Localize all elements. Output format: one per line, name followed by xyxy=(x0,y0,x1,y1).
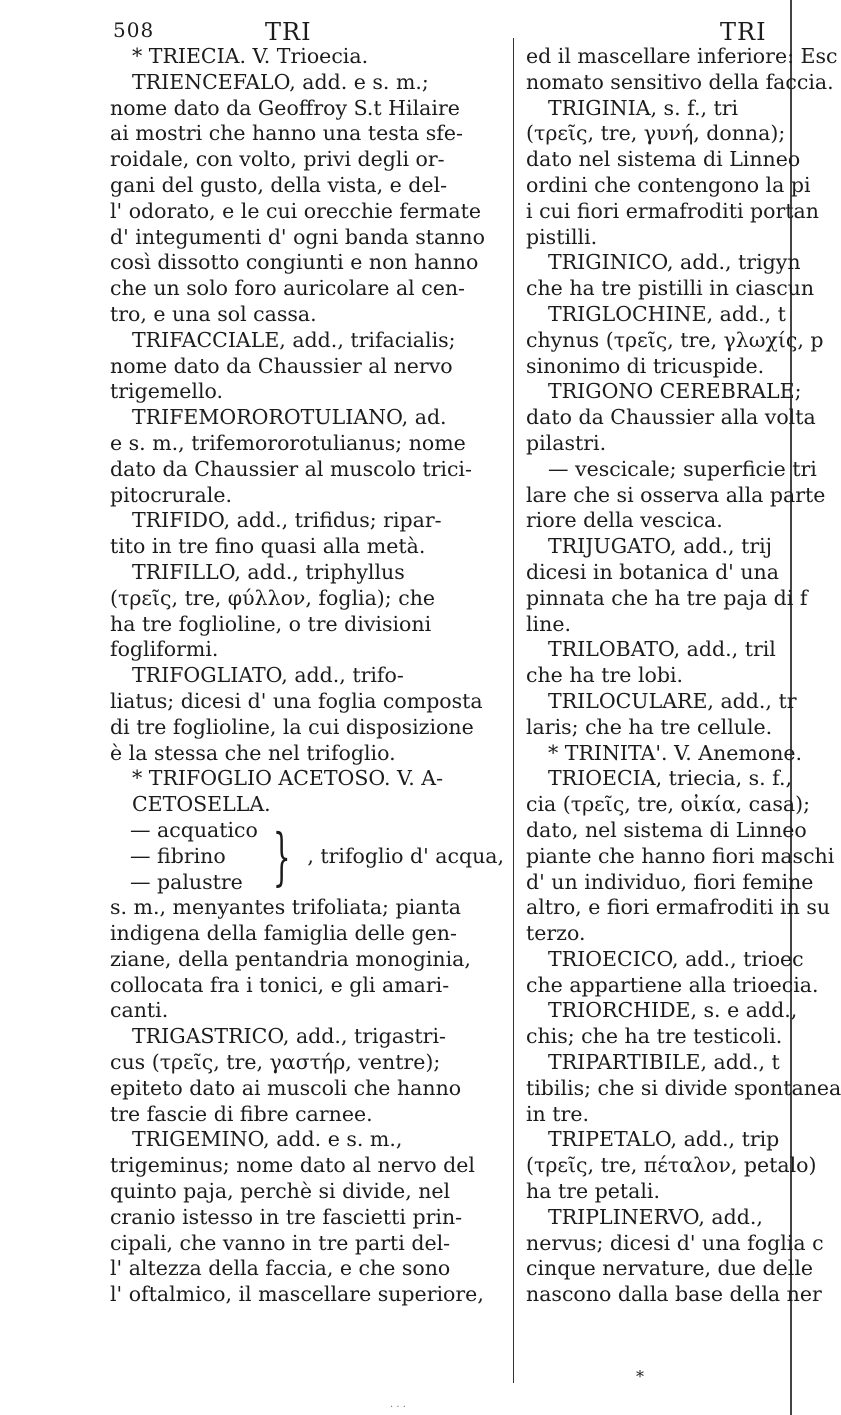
text-line: pinnata che ha tre paja di f xyxy=(526,585,808,610)
text-line: nascono dalla base della ner xyxy=(526,1282,822,1307)
text-line: TRIFEMOROROTULIANO, ad. xyxy=(132,405,447,430)
text-line: l' odorato, e le cui orecchie fermate xyxy=(110,198,481,223)
text-line: roidale, con volto, privi degli or- xyxy=(110,147,445,172)
text-line: TRILOCULARE, add., tr xyxy=(548,688,797,713)
text-line: TRIGLOCHINE, add., t xyxy=(548,301,786,326)
text-line: in tre. xyxy=(526,1101,589,1126)
text-line: quinto paja, perchè si divide, nel xyxy=(110,1179,451,1204)
text-line: collocata fra i tonici, e gli amari- xyxy=(110,972,450,997)
footer-dots: · · · xyxy=(390,1402,406,1413)
text-line: nervus; dicesi d' una foglia c xyxy=(526,1230,824,1255)
text-line: nome dato da Chaussier al nervo xyxy=(110,353,453,378)
text-line: * TRIFOGLIO ACETOSO. V. A- xyxy=(132,766,444,791)
text-line: line. xyxy=(526,611,571,636)
text-line: che un solo foro auricolare al cen- xyxy=(110,276,465,301)
text-line: TRIORCHIDE, s. e add., xyxy=(548,998,798,1023)
text-line: tibilis; che si divide spontanea xyxy=(526,1075,841,1100)
text-line: — vescicale; superficie tri xyxy=(548,456,817,481)
text-line: chis; che ha tre testicoli. xyxy=(526,1024,783,1049)
text-line: * TRIECIA. V. Trioecia. xyxy=(132,44,369,68)
text-line: TRIFOGLIATO, add., trifo- xyxy=(132,663,404,688)
text-line: pistilli. xyxy=(526,224,598,249)
text-line: nomato sensitivo della faccia. xyxy=(526,69,834,94)
text-line: TRIOECIA, triecia, s. f., xyxy=(548,766,793,791)
text-line: tito in tre fino quasi alla metà. xyxy=(110,534,426,559)
text-line: trigeminus; nome dato al nervo del xyxy=(110,1153,475,1178)
text-line: indigena della famiglia delle gen- xyxy=(110,921,457,946)
left-column xyxy=(110,44,510,1308)
running-head-left: TRI xyxy=(265,18,312,46)
brace-item: — fibrino xyxy=(130,843,226,868)
text-line: che ha tre lobi. xyxy=(526,663,684,688)
running-head-right: TRI xyxy=(720,18,767,46)
text-line: nome dato da Geoffroy S.t Hilaire xyxy=(110,95,460,120)
text-line: ai mostri che hanno una testa sfe- xyxy=(110,121,463,146)
text-line: lare che si osserva alla parte xyxy=(526,482,826,507)
brace-group xyxy=(110,818,510,895)
text-line: terzo. xyxy=(526,921,586,946)
text-line: l' altezza della faccia, e che sono xyxy=(110,1256,451,1281)
text-line: pilastri. xyxy=(526,430,607,455)
text-line: dato, nel sistema di Linneo xyxy=(526,817,807,842)
text-line: ha tre foglioline, o tre divisioni xyxy=(110,611,432,636)
text-line: tro, e una sol cassa. xyxy=(110,301,317,326)
page-number: 508 xyxy=(113,18,155,42)
text-line: cus (τρεῖς, tre, γαστήρ, ventre); xyxy=(110,1050,441,1075)
text-line: i cui fiori ermafroditi portan xyxy=(526,198,819,223)
right-column xyxy=(526,44,841,1308)
text-line: TRILOBATO, add., tril xyxy=(548,637,776,662)
text-line: fogliformi. xyxy=(110,637,219,662)
text-line: TRIJUGATO, add., trij xyxy=(548,534,773,559)
text-line: altro, e fiori ermafroditi in su xyxy=(526,895,831,920)
text-line: TRIGEMINO, add. e s. m., xyxy=(132,1127,403,1152)
signature-mark: * xyxy=(636,1367,644,1386)
text-line: cranio istesso in tre fascietti prin- xyxy=(110,1204,463,1229)
text-line: cia (τρεῖς, tre, οἰκία, casa); xyxy=(526,792,810,817)
text-line: tre fascie di fibre carnee. xyxy=(110,1101,373,1126)
text-line: * TRINITA'. V. Anemone. xyxy=(548,740,803,765)
text-line: che ha tre pistilli in ciascun xyxy=(526,276,815,301)
text-line: ed il mascellare inferiore: Esc xyxy=(526,44,838,68)
text-line: (τρεῖς, tre, φύλλον, foglia); che xyxy=(110,585,436,610)
text-line: è la stessa che nel trifoglio. xyxy=(110,740,396,765)
text-line: TRIGINICO, add., trigyn xyxy=(548,250,801,275)
brace-item: — acquatico xyxy=(130,817,258,842)
text-line: d' integumenti d' ogni banda stanno xyxy=(110,224,485,249)
text-line: di tre foglioline, la cui disposizione xyxy=(110,714,474,739)
brace-glyph: } xyxy=(272,819,291,893)
text-line: d' un individuo, fiori femine xyxy=(526,869,814,894)
text-line: riore della vescica. xyxy=(526,508,723,533)
text-line: dato nel sistema di Linneo xyxy=(526,147,801,172)
text-line: dato da Chaussier alla volta xyxy=(526,405,816,430)
text-line: l' oftalmico, il mascellare superiore, xyxy=(110,1282,484,1307)
text-line: s. m., menyantes trifoliata; pianta xyxy=(110,895,462,920)
text-line: TRIFIDO, add., trifidus; ripar- xyxy=(132,508,442,533)
text-line: TRIENCEFALO, add. e s. m.; xyxy=(132,69,429,94)
text-line: dato da Chaussier al muscolo trici- xyxy=(110,456,472,481)
text-line: TRIOECICO, add., trioec xyxy=(548,946,804,971)
text-line: che appartiene alla trioecia. xyxy=(526,972,819,997)
text-line: (τρεῖς, tre, πέταλον, petalo) xyxy=(526,1153,817,1178)
text-line: gani del gusto, della vista, e del- xyxy=(110,172,448,197)
text-line: ha tre petali. xyxy=(526,1179,660,1204)
text-line: piante che hanno fiori maschi xyxy=(526,843,835,868)
text-line: CETOSELLA. xyxy=(132,792,271,817)
text-line: liatus; dicesi d' una foglia composta xyxy=(110,688,483,713)
text-line: (τρεῖς, tre, γυνή, donna); xyxy=(526,121,786,146)
column-divider xyxy=(513,38,514,1383)
text-line: TRIPETALO, add., trip xyxy=(548,1127,780,1152)
text-line: così dissotto congiunti e non hanno xyxy=(110,250,479,275)
brace-item: — palustre xyxy=(130,869,243,894)
text-line: chynus (τρεῖς, tre, γλωχίς, p xyxy=(526,327,824,352)
text-line: TRIGASTRICO, add., trigastri- xyxy=(132,1024,446,1049)
text-line: ordini che contengono la pi xyxy=(526,172,811,197)
text-line: e s. m., trifemororotulianus; nome xyxy=(110,430,466,455)
text-line: epiteto dato ai muscoli che hanno xyxy=(110,1075,462,1100)
text-line: TRIFILLO, add., triphyllus xyxy=(132,559,405,584)
text-line: cipali, che vanno in tre parti del- xyxy=(110,1230,451,1255)
text-line: cinque nervature, due delle xyxy=(526,1256,814,1281)
brace-label: , trifoglio d' acqua, xyxy=(307,843,505,868)
text-line: TRIGONO CEREBRALE; xyxy=(548,379,802,404)
text-line: sinonimo di tricuspide. xyxy=(526,353,765,378)
text-line: TRIPLINERVO, add., xyxy=(548,1204,763,1229)
text-line: laris; che ha tre cellule. xyxy=(526,714,773,739)
text-line: pitocrurale. xyxy=(110,482,232,507)
text-line: dicesi in botanica d' una xyxy=(526,559,779,584)
text-line: TRIFACCIALE, add., trifacialis; xyxy=(132,327,456,352)
text-line: trigemello. xyxy=(110,379,224,404)
text-line: canti. xyxy=(110,998,169,1023)
text-line: TRIGINIA, s. f., tri xyxy=(548,95,739,120)
text-line: ziane, della pentandria monoginia, xyxy=(110,946,471,971)
text-line: TRIPARTIBILE, add., t xyxy=(548,1050,780,1075)
